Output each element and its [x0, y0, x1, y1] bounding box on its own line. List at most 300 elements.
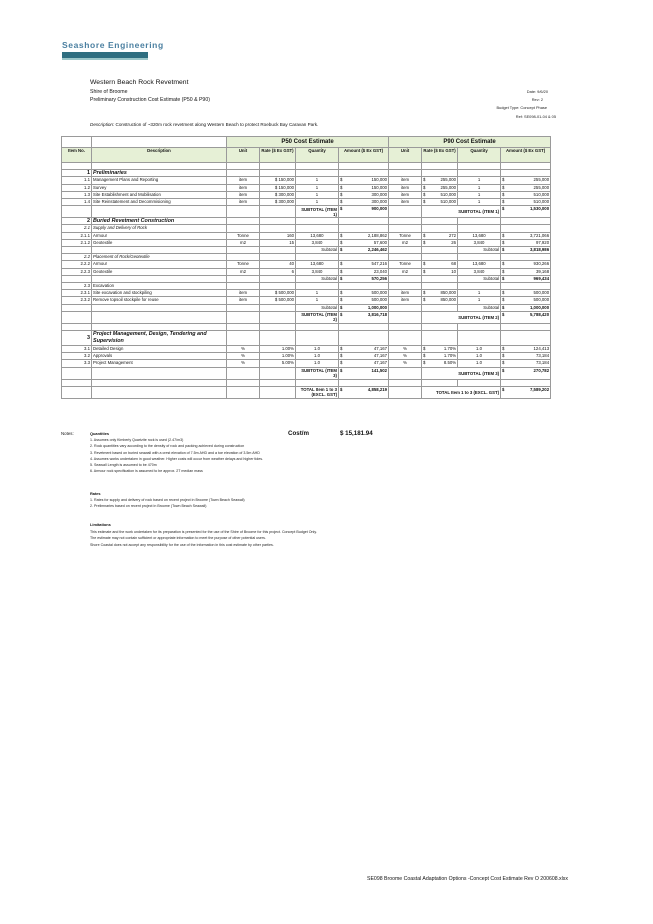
amount-value: 2,246,462 — [367, 247, 388, 253]
rate-p90 — [422, 184, 458, 191]
empty-cell — [260, 386, 296, 398]
item-description: Armour — [92, 232, 227, 239]
currency-symbol: $ — [502, 268, 505, 274]
empty-cell — [389, 379, 422, 386]
amount-value: 500,000 — [533, 297, 550, 303]
empty-cell — [422, 304, 458, 311]
unit-p90: item — [389, 199, 422, 206]
rate-p50: $ 500,000 — [260, 297, 296, 304]
cost-per-m-value: $ 15,181.94 — [340, 430, 373, 437]
empty-cell — [501, 254, 551, 261]
empty-cell — [260, 331, 296, 346]
empty-cell — [227, 247, 260, 254]
currency-symbol: $ — [340, 247, 343, 253]
item-number: 1.3 — [62, 191, 92, 198]
currency-symbol: $ — [340, 346, 343, 352]
empty-cell — [339, 283, 389, 290]
amount-value: 510,000 — [533, 199, 550, 204]
currency-symbol: $ — [423, 177, 426, 183]
subtotal-label-p90: Subtotal — [458, 247, 501, 254]
total-p90 — [501, 206, 551, 218]
table-row — [62, 297, 551, 304]
quantity-p50: 13,680 — [296, 232, 339, 239]
subsection-number: 2.1 — [62, 225, 92, 232]
item-number: 3.1 — [62, 346, 92, 353]
col-unit-p50: Unit — [227, 148, 260, 163]
empty-cell — [227, 218, 260, 225]
total-label-p50: TOTAL Item 1 to 3 (EXCL. GST) — [296, 386, 339, 398]
total-p50 — [339, 311, 389, 323]
quantity-p90: 1 — [458, 199, 501, 206]
amount-value: 500,000 — [371, 290, 388, 296]
currency-symbol: $ — [502, 275, 505, 281]
item-number: 2.1.1 — [62, 232, 92, 239]
currency-symbol: $ — [423, 360, 426, 366]
currency-symbol: $ — [423, 353, 426, 359]
rate-p90 — [422, 232, 458, 239]
unit-p50: m2 — [227, 268, 260, 275]
empty-cell — [260, 283, 296, 290]
quantity-p90: 1 — [458, 297, 501, 304]
amount-value: 39,168 — [535, 268, 550, 274]
amount-value: 97,920 — [535, 239, 550, 245]
empty-cell — [501, 379, 551, 386]
empty-cell — [227, 386, 260, 398]
rate-p90 — [422, 191, 458, 198]
section-title: Buried Revetment Construction — [92, 218, 227, 225]
table-row — [62, 225, 551, 232]
quantity-p90: 3,840 — [458, 268, 501, 275]
amount-value: 900,000 — [371, 206, 388, 212]
currency-symbol: $ — [340, 353, 343, 359]
amount-p90 — [501, 290, 551, 297]
amount-value: 1.70% — [443, 353, 457, 359]
table-row — [62, 283, 551, 290]
currency-symbol: $ — [502, 367, 505, 373]
table-row — [62, 331, 551, 346]
empty-cell — [227, 367, 260, 379]
amount-p90 — [501, 353, 551, 360]
subtotal-p90 — [501, 247, 551, 254]
currency-symbol: $ — [502, 297, 505, 303]
logo-bar-accent — [62, 58, 148, 60]
empty-cell — [92, 367, 227, 379]
rates-note-item: 2. Prelimnaries based on recent project in Broome (Town Beach Seawall) — [90, 504, 207, 509]
total-p50 — [339, 206, 389, 218]
empty-cell — [339, 379, 389, 386]
table-row — [62, 290, 551, 297]
amount-value: 47,167 — [373, 346, 388, 352]
table-row — [62, 386, 551, 398]
empty-cell — [92, 304, 227, 311]
table-row — [62, 261, 551, 268]
quantity-p90: 1 — [458, 191, 501, 198]
rate-p50: 5.00% — [260, 360, 296, 367]
amount-p50 — [339, 239, 389, 246]
empty-cell — [389, 386, 422, 398]
rate-p50: $ 150,000 — [260, 177, 296, 184]
quantity-p90: 13,680 — [458, 232, 501, 239]
quantity-p50: 1 — [296, 199, 339, 206]
amount-value: 255,000 — [533, 184, 550, 190]
empty-cell — [227, 163, 260, 170]
currency-symbol: $ — [502, 386, 505, 392]
amount-value: 510,000 — [440, 191, 457, 197]
amount-p90 — [501, 232, 551, 239]
empty-cell — [389, 304, 422, 311]
cost-estimate-table — [61, 136, 551, 399]
table-row — [62, 218, 551, 225]
company-logo: Seashore Engineering — [62, 40, 164, 50]
empty-cell — [296, 218, 339, 225]
amount-value: 1,530,000 — [529, 206, 550, 212]
rates-notes — [90, 498, 245, 511]
quantities-note-item: 6. Armour rock specification is assumed to be approx. 2T median mass — [90, 469, 203, 474]
table-row — [62, 304, 551, 311]
quantities-note-item: 1. Assumes only Kimberly Quartzite rock is used (2.47/m3) — [90, 438, 184, 442]
table-row — [62, 379, 551, 386]
subtotal-p50 — [339, 275, 389, 282]
subtotal-p90 — [501, 275, 551, 282]
amount-p90 — [501, 239, 551, 246]
quantity-p50: 1 — [296, 177, 339, 184]
total-p90 — [501, 386, 551, 398]
amount-value: 570,256 — [371, 275, 388, 281]
unit-p50: item — [227, 290, 260, 297]
table-row — [62, 323, 551, 330]
currency-symbol: $ — [340, 191, 343, 197]
document-subtitle: Preliminary Construction Cost Estimate (P50 & P90) — [90, 97, 210, 103]
amount-value: 1.70% — [443, 346, 457, 352]
unit-p90: Tonne — [389, 261, 422, 268]
client-name: Shire of Broome — [90, 89, 128, 95]
empty-cell — [296, 283, 339, 290]
empty-cell — [339, 254, 389, 261]
unit-p90: item — [389, 297, 422, 304]
currency-symbol: $ — [340, 311, 343, 317]
empty-cell — [389, 218, 422, 225]
unit-p50: item — [227, 199, 260, 206]
p50-group-header: P50 Cost Estimate — [227, 137, 389, 148]
empty-cell — [389, 163, 422, 170]
table-row — [62, 254, 551, 261]
empty-cell — [227, 311, 260, 323]
unit-p90: item — [389, 191, 422, 198]
amount-value: 23,040 — [373, 268, 388, 274]
amount-value: 3,818,986 — [529, 247, 550, 253]
empty-cell — [260, 254, 296, 261]
empty-cell — [260, 206, 296, 218]
item-description: Detailed Design — [92, 346, 227, 353]
quantities-note-item: 4. Assumes works undertaken in good weather. Higher costs will occur from weather delays and higher tides. — [90, 456, 263, 461]
subtotal-p90 — [501, 304, 551, 311]
empty-cell — [389, 247, 422, 254]
empty-cell — [92, 386, 227, 398]
section-number: 1 — [62, 170, 92, 177]
currency-symbol: $ — [340, 275, 343, 281]
table-row — [62, 206, 551, 218]
rate-p50: 1.00% — [260, 346, 296, 353]
col-rate-p90: Rate ($ Ex GST) — [422, 148, 458, 163]
amount-p50 — [339, 177, 389, 184]
amount-value: 150,000 — [371, 177, 388, 183]
amount-value: 1,000,000 — [529, 304, 550, 310]
section-number: 2 — [62, 218, 92, 225]
currency-symbol: $ — [502, 353, 505, 359]
currency-symbol: $ — [502, 261, 505, 267]
amount-value: 1,000,000 — [367, 304, 388, 310]
empty-cell — [458, 331, 501, 346]
subtotal-label-p50: Subtotal — [296, 304, 339, 311]
empty-cell — [389, 323, 422, 330]
currency-symbol: $ — [423, 290, 426, 296]
amount-value: 73,184 — [535, 360, 550, 366]
col-unit-p90: Unit — [389, 148, 422, 163]
rate-p90 — [422, 199, 458, 206]
item-number: 1.1 — [62, 177, 92, 184]
amount-value: 272 — [448, 232, 457, 238]
empty-cell — [62, 304, 92, 311]
file-footer: SE098 Broome Coastal Adaptation Options -Concept Cost Estimate Rev O 200608.xlsx — [367, 876, 568, 882]
table-row — [62, 232, 551, 239]
quantity-p50: 1.0 — [296, 360, 339, 367]
empty-cell — [501, 163, 551, 170]
empty-cell — [62, 275, 92, 282]
table-row — [62, 360, 551, 367]
empty-cell — [501, 170, 551, 177]
col-rate-p50: Rate ($ Ex GST) — [260, 148, 296, 163]
amount-value: 5,788,420 — [529, 311, 550, 317]
table-row — [62, 275, 551, 282]
currency-symbol: $ — [502, 184, 505, 190]
item-number: 1.2 — [62, 184, 92, 191]
amount-value: 510,000 — [533, 191, 550, 197]
empty-cell — [296, 331, 339, 346]
empty-cell — [422, 163, 458, 170]
col-quantity-p90: Quantity — [458, 148, 501, 163]
empty-cell — [501, 323, 551, 330]
quantity-p50: 1.0 — [296, 353, 339, 360]
rate-p50: $ 500,000 — [260, 290, 296, 297]
subsection-title: Excavation — [92, 283, 227, 290]
rate-p90 — [422, 177, 458, 184]
amount-value: 26 — [451, 239, 457, 245]
currency-symbol: $ — [502, 311, 505, 317]
empty-cell — [227, 323, 260, 330]
currency-symbol: $ — [340, 184, 343, 190]
currency-symbol: $ — [340, 367, 343, 373]
quantity-p50: 1 — [296, 297, 339, 304]
amount-p90 — [501, 360, 551, 367]
empty-cell — [260, 367, 296, 379]
empty-cell — [260, 379, 296, 386]
subtotal-p50 — [339, 247, 389, 254]
unit-p90: Tonne — [389, 232, 422, 239]
amount-value: 547,216 — [371, 261, 388, 267]
empty-cell — [501, 283, 551, 290]
empty-cell — [422, 379, 458, 386]
subsection-title: Placement of Rock/Geotextile — [92, 254, 227, 261]
currency-symbol: $ — [502, 247, 505, 253]
currency-symbol: $ — [423, 346, 426, 352]
rate-p50: $ 300,000 — [260, 191, 296, 198]
amount-p50 — [339, 191, 389, 198]
empty-cell — [92, 163, 227, 170]
quantities-note-item: 2. Rock quantities vary according to the density of rock and packing achieved during construction — [90, 444, 245, 449]
item-description: Geotextile — [92, 239, 227, 246]
unit-p90: m2 — [389, 268, 422, 275]
empty-cell — [62, 323, 92, 330]
empty-cell — [501, 225, 551, 232]
amount-value: 300,000 — [371, 191, 388, 197]
item-description: Approvals — [92, 353, 227, 360]
currency-symbol: $ — [423, 297, 426, 303]
rate-p50: 1.00% — [260, 353, 296, 360]
empty-cell — [422, 225, 458, 232]
currency-symbol: $ — [340, 239, 343, 245]
table-row — [62, 247, 551, 254]
empty-cell — [389, 367, 422, 379]
unit-p90: item — [389, 184, 422, 191]
cost-per-m-label: Cost/m — [288, 430, 309, 437]
empty-cell — [339, 323, 389, 330]
item-description: Site Establishment and Mobilisation — [92, 191, 227, 198]
empty-cell — [62, 206, 92, 218]
total-p50 — [339, 367, 389, 379]
subtotal-label-p50: Subtotal — [296, 275, 339, 282]
empty-cell — [92, 247, 227, 254]
amount-value: 255,000 — [440, 184, 457, 190]
empty-cell — [92, 311, 227, 323]
amount-value: 57,600 — [373, 239, 388, 245]
amount-value: 500,000 — [371, 297, 388, 303]
unit-p50: item — [227, 191, 260, 198]
col-amount-p90: Amount ($ Ex GST) — [501, 148, 551, 163]
rate-p90 — [422, 297, 458, 304]
p90-group-header: P90 Cost Estimate — [389, 137, 551, 148]
rate-p50: 40 — [260, 261, 296, 268]
empty-cell — [296, 323, 339, 330]
currency-symbol: $ — [340, 290, 343, 296]
description-label: Description: — [90, 122, 115, 127]
amount-value: 124,413 — [533, 346, 550, 352]
total-label-p90: SUBTOTAL (ITEM 1) — [422, 206, 501, 218]
limitations-notes — [90, 530, 317, 549]
meta-date: Date: 9/6/20 — [526, 89, 548, 94]
empty-cell — [339, 331, 389, 346]
amount-value: 3,721,066 — [529, 232, 550, 238]
empty-cell — [260, 163, 296, 170]
currency-symbol: $ — [340, 206, 343, 212]
table-row — [62, 311, 551, 323]
limitations-heading: Limitations — [90, 522, 111, 527]
total-label-p50: SUBTOTAL (ITEM 3) — [296, 367, 339, 379]
quantity-p90: 1.0 — [458, 353, 501, 360]
empty-cell — [389, 254, 422, 261]
subtotal-label-p90: Subtotal — [458, 304, 501, 311]
currency-symbol: $ — [423, 239, 426, 245]
table-row — [62, 353, 551, 360]
amount-value: 68 — [451, 261, 457, 267]
empty-cell — [458, 218, 501, 225]
unit-p90: % — [389, 360, 422, 367]
rate-p90 — [422, 261, 458, 268]
empty-cell — [458, 163, 501, 170]
empty-cell — [260, 225, 296, 232]
amount-p50 — [339, 261, 389, 268]
unit-p50: item — [227, 177, 260, 184]
table-row — [62, 163, 551, 170]
subtotal-label-p50: Subtotal — [296, 247, 339, 254]
meta-rev: Rev: 2 — [531, 97, 543, 102]
quantity-p90: 3,840 — [458, 239, 501, 246]
rate-p50: $ 150,000 — [260, 184, 296, 191]
col-amount-p50: Amount ($ Ex GST) — [339, 148, 389, 163]
meta-ref: Ref: SE098-01-04 & 05 — [515, 114, 556, 119]
currency-symbol: $ — [423, 268, 426, 274]
item-description: Armour — [92, 261, 227, 268]
total-label-p50: SUBTOTAL (ITEM 2) — [296, 311, 339, 323]
quantity-p50: 3,840 — [296, 268, 339, 275]
amount-p50 — [339, 297, 389, 304]
empty-cell — [389, 311, 422, 323]
item-description: Site Reinstatement and Decommisioning — [92, 199, 227, 206]
currency-symbol: $ — [502, 232, 505, 238]
quantity-p90: 1.0 — [458, 360, 501, 367]
item-description: Survey — [92, 184, 227, 191]
amount-p50 — [339, 268, 389, 275]
limitations-note-item: This estimate and the work undertaken for its preparation is presented for the use of the Shire of Broome for this project. Concept Budget Only. — [90, 530, 317, 534]
unit-p90: item — [389, 177, 422, 184]
item-description: Project Management — [92, 360, 227, 367]
item-number: 3.3 — [62, 360, 92, 367]
empty-cell — [227, 254, 260, 261]
empty-cell — [296, 379, 339, 386]
rate-p90 — [422, 268, 458, 275]
amount-p50 — [339, 290, 389, 297]
total-p90 — [501, 311, 551, 323]
currency-symbol: $ — [340, 177, 343, 183]
rate-p90 — [422, 353, 458, 360]
amount-p90 — [501, 261, 551, 268]
amount-value: 255,000 — [533, 177, 550, 183]
empty-cell — [339, 225, 389, 232]
rate-p50: 6 — [260, 268, 296, 275]
currency-symbol: $ — [502, 177, 505, 183]
amount-value: 969,434 — [533, 275, 550, 281]
total-label-p90: SUBTOTAL (ITEM 3) — [422, 367, 501, 379]
section-title: Project Management, Design, Tendering and Supervision — [92, 331, 227, 346]
unit-p50: item — [227, 184, 260, 191]
empty-cell — [260, 170, 296, 177]
empty-cell — [389, 283, 422, 290]
quantities-note-item: 5. Seawall Length is assumed to be 470m — [90, 463, 157, 468]
currency-symbol: $ — [502, 191, 505, 197]
subtotal-p50 — [339, 304, 389, 311]
amount-p90 — [501, 184, 551, 191]
rate-p90 — [422, 239, 458, 246]
quantity-p90: 1.0 — [458, 346, 501, 353]
table-row — [62, 177, 551, 184]
amount-value: 500,000 — [533, 290, 550, 296]
table-row — [62, 268, 551, 275]
empty-cell — [458, 283, 501, 290]
total-label-p90: TOTAL Item 1 to 3 (EXCL. GST) — [422, 386, 501, 398]
meta-budget-type: Budget Type: Concept Phase — [496, 105, 547, 110]
limitations-note-item: Shore Coastal does not accept any responsibility for the use of the information in this cost estimate by other parties. — [90, 542, 274, 547]
unit-p50: Tonne — [227, 261, 260, 268]
table-row — [62, 184, 551, 191]
